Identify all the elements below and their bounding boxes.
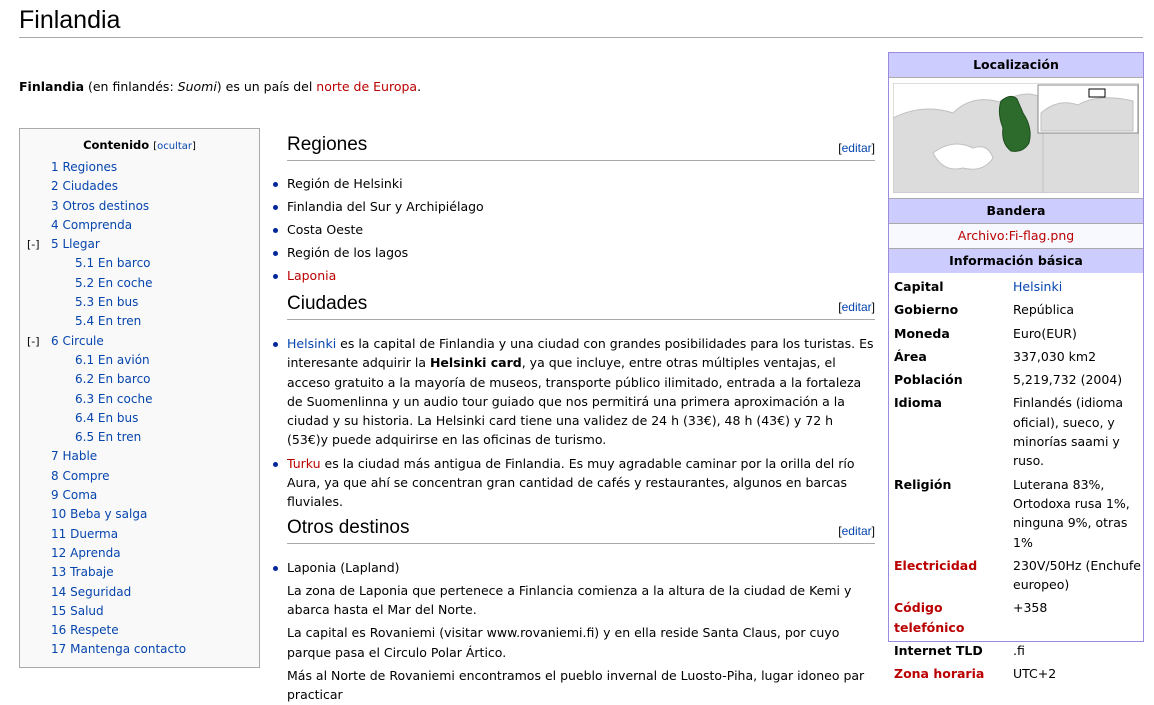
toc-link[interactable]	[51, 525, 118, 544]
edit-link[interactable]: editar	[841, 523, 872, 538]
info-value: Finlandés (idioma oficial), sueco, y minorías saami y ruso.	[1013, 395, 1124, 469]
toc-item	[20, 447, 259, 466]
toc-number: 11	[51, 526, 67, 541]
otros-list	[287, 558, 875, 577]
helsinki-link[interactable]: Helsinki	[287, 335, 337, 351]
toc-link[interactable]	[51, 544, 121, 563]
toc-label: Beba y salga	[70, 507, 148, 522]
info-value: 337,030 km2	[1013, 348, 1097, 364]
info-value: Euro(EUR)	[1013, 325, 1077, 341]
location-map	[889, 78, 1143, 199]
toc-item	[20, 621, 259, 640]
info-row	[889, 393, 1143, 470]
toc-number: 6.2	[75, 372, 95, 387]
toc-link[interactable]	[75, 293, 138, 312]
toc-toggle-link[interactable]: ocultar	[157, 141, 192, 152]
turku-link[interactable]: Turku	[287, 455, 321, 471]
list-item	[287, 243, 875, 262]
list-item	[287, 334, 875, 450]
toc-label: Duerma	[70, 526, 119, 541]
toc-item	[20, 525, 259, 544]
toc-link[interactable]	[51, 583, 131, 602]
info-key: Capital	[894, 279, 944, 294]
info-value: .fi	[1013, 643, 1025, 659]
flag-header: Bandera	[889, 199, 1143, 224]
toc-number: 5	[51, 237, 59, 252]
toc-label: En tren	[97, 314, 142, 329]
info-key: Código telefónico	[894, 600, 965, 635]
laponia-paragraph-2: La capital es Rovaniemi (visitar www.rovaniemi.fi) y en ella reside Santa Claus, por cuyo parque pasa el Circulo Polar Ártico.	[287, 625, 840, 660]
toc-link[interactable]	[51, 563, 114, 582]
toc-label: Hable	[62, 449, 98, 464]
helsinki-card: Helsinki card	[429, 355, 522, 371]
basic-info-table	[889, 277, 1143, 684]
edit-section-otros: [editar]	[838, 523, 875, 538]
toc-number: 16	[51, 623, 67, 638]
info-row	[889, 300, 1143, 319]
toc-label: Otros destinos	[62, 198, 150, 213]
toc-item	[20, 351, 259, 370]
toc-item	[20, 563, 259, 582]
toc-link[interactable]	[51, 235, 100, 254]
flag-file-link[interactable]: Archivo:Fi-flag.png	[957, 228, 1075, 243]
section-heading-regiones	[287, 130, 875, 161]
toc-number: 7	[51, 449, 59, 464]
toc-label: Mantenga contacto	[70, 642, 187, 657]
toc-label: Circule	[62, 333, 104, 348]
toc-item	[20, 312, 259, 331]
section-heading-otros-destinos	[287, 513, 875, 544]
toc-link[interactable]	[75, 274, 152, 293]
info-key: Población	[894, 372, 963, 388]
toc-label: Coma	[62, 488, 98, 503]
toc-number: 10	[51, 507, 67, 522]
list-item	[287, 558, 875, 577]
flag-cell	[889, 224, 1143, 249]
region-link[interactable]: Laponia	[287, 267, 337, 283]
toc-number: 14	[51, 584, 67, 599]
info-value-link[interactable]: Helsinki	[1013, 279, 1063, 294]
toc-number: 12	[51, 545, 67, 560]
turku-text: es la ciudad más antigua de Finlandia. Es muy agradable caminar por la orilla del río Aura, ya que ahí se concentran gran cantidad de cafés y restaurantes, algunos en barcas fluviales.	[287, 455, 855, 510]
toc-number: 1	[51, 160, 59, 174]
toc-toggle	[153, 141, 196, 152]
toc-label: Compre	[62, 468, 110, 483]
toc-link[interactable]	[51, 177, 118, 196]
toc-item	[20, 544, 259, 563]
toc-item	[20, 640, 259, 659]
info-value: Luterana 83%, Ortodoxa rusa 1%, ninguna 9%, otras 1%	[1013, 476, 1130, 550]
toc-label: Comprenda	[62, 217, 133, 232]
toc-label: En bus	[97, 410, 139, 425]
info-key: Religión	[894, 476, 952, 492]
toc-number: 13	[51, 565, 67, 580]
toc-number: 17	[51, 642, 67, 657]
region-name: Costa Oeste	[287, 221, 364, 237]
intro-native-name: Suomi	[177, 79, 217, 94]
toc-number: 9	[51, 488, 59, 503]
info-value: 230V/50Hz (Enchufe europeo)	[1013, 557, 1141, 593]
helsinki-text-1: es la capital de Finlandia y una ciudad con grandes posibilidades para los turistas. Es interesante adquirir la	[287, 335, 874, 371]
info-value: +358	[1013, 600, 1048, 616]
toc-label: En coche	[97, 275, 153, 290]
toc-item	[20, 158, 259, 177]
info-key: Moneda	[894, 325, 950, 341]
heading-text: Regiones	[287, 134, 368, 155]
list-item	[287, 197, 875, 216]
main-content	[287, 130, 875, 705]
toc-number: 15	[51, 603, 67, 618]
toc-link[interactable]	[75, 390, 152, 409]
toc-number: 2	[51, 179, 59, 194]
info-row	[889, 324, 1143, 343]
list-item	[287, 266, 875, 285]
basic-info-header: Información básica	[889, 249, 1143, 273]
toc-link[interactable]	[51, 505, 147, 524]
location-header: Localización	[889, 53, 1143, 78]
toc-label: Seguridad	[70, 584, 132, 599]
toc-number: 5.2	[75, 275, 95, 290]
norte-europa-link[interactable]: norte de Europa	[316, 79, 418, 94]
toc-label: Respete	[70, 623, 119, 638]
toc-item	[20, 332, 259, 351]
info-key: Electricidad	[894, 557, 978, 573]
toc-link[interactable]	[51, 486, 97, 505]
info-key: Área	[894, 348, 927, 364]
list-item	[287, 454, 875, 512]
toc-link[interactable]	[75, 370, 151, 389]
toc-link[interactable]	[51, 621, 119, 640]
toc-label: Salud	[70, 603, 104, 618]
info-row	[889, 277, 1143, 296]
laponia-paragraph-1: La zona de Laponia que pertenece a Finlancia comienza a la altura de la ciudad de Kemi y abarca hasta el Mar del Norte.	[287, 582, 852, 618]
intro-paragraph	[19, 78, 879, 96]
edit-section-ciudades: [editar]	[838, 299, 875, 314]
toc-item	[20, 370, 259, 389]
info-row	[889, 664, 1143, 683]
toc-number: 5.1	[75, 256, 95, 271]
toc-item	[20, 390, 259, 409]
toc-item	[20, 293, 259, 312]
toc-link[interactable]	[51, 216, 132, 235]
toc-label: En barco	[97, 372, 151, 387]
toc-item	[20, 274, 259, 293]
toc-item	[20, 197, 259, 216]
laponia-item: Laponia (Lapland)	[287, 559, 400, 575]
toc-number: 6.4	[75, 410, 95, 425]
toc-item	[20, 177, 259, 196]
toc-title: Contenido	[83, 138, 150, 152]
toc-link[interactable]	[51, 332, 104, 351]
toc-label: En tren	[97, 430, 142, 445]
info-row	[889, 556, 1143, 595]
toc-list	[20, 158, 259, 660]
table-of-contents	[19, 128, 260, 668]
info-value	[1013, 277, 1143, 296]
ciudades-list	[287, 334, 875, 512]
toc-label: En barco	[97, 256, 151, 271]
toc-header	[20, 138, 259, 152]
toc-number: 5.4	[75, 314, 95, 329]
edit-link[interactable]: editar	[841, 141, 872, 155]
toc-number: 6	[51, 333, 59, 348]
heading-text: Otros destinos	[287, 516, 410, 538]
info-value: 5,219,732 (2004)	[1013, 372, 1123, 388]
toc-label: En avión	[97, 352, 150, 367]
toc-link[interactable]	[51, 197, 149, 216]
info-row	[889, 347, 1143, 366]
info-row	[889, 475, 1143, 552]
intro-text-end: .	[417, 79, 422, 94]
info-key: Idioma	[894, 395, 942, 411]
region-name: Finlandia del Sur y Archipiélago	[287, 198, 484, 214]
finland-map-image	[893, 83, 1139, 193]
page-title: Finlandia	[19, 4, 1143, 38]
toc-item	[20, 409, 259, 428]
toc-item	[20, 467, 259, 486]
toc-collapse-toggle[interactable]: [-]	[27, 334, 40, 348]
region-name: Región de los lagos	[287, 244, 409, 260]
toc-collapse-toggle[interactable]: [-]	[27, 238, 40, 252]
toc-label: Regiones	[62, 160, 118, 174]
laponia-paragraph-3: Más al Norte de Rovaniemi encontramos el pueblo invernal de Luosto-Piha, lugar idoneo par practicar	[287, 668, 865, 703]
toc-number: 3	[51, 198, 59, 213]
toc-item	[20, 486, 259, 505]
toc-item	[20, 254, 259, 273]
toc-link[interactable]	[75, 351, 150, 370]
toc-link[interactable]	[75, 312, 141, 331]
toc-item	[20, 428, 259, 447]
toc-item	[20, 505, 259, 524]
toc-label: Llegar	[62, 237, 100, 252]
section-heading-ciudades	[287, 289, 875, 320]
toc-label: Trabaje	[70, 565, 114, 580]
toc-number: 4	[51, 217, 59, 232]
info-value: República	[1013, 302, 1075, 318]
helsinki-text-2: , ya que incluye, entre otras múltiples ventajas, el acceso gratuito a la mayoría de museos, transporte público ilimitado, entrada a la fortaleza de Suomenlinna y un audio tour guiado que nos permitirá una primera aproximación a la ciudad y su historia. La Helsinki card tiene una validez de 24 h (33€), 48 h (43€) y 72 h (53€)y puede adquirirse en las oficinas de turismo.	[287, 355, 862, 448]
toc-number: 5.3	[75, 295, 95, 310]
toc-label: Ciudades	[62, 179, 119, 194]
toc-number: 6.1	[75, 352, 95, 367]
info-row	[889, 641, 1143, 660]
toc-label: En coche	[97, 391, 153, 406]
info-key: Zona horaria	[894, 666, 985, 682]
toc-toggle-open: [	[153, 141, 158, 152]
toc-number: 8	[51, 468, 59, 483]
toc-item	[20, 235, 259, 254]
toc-link[interactable]	[75, 428, 141, 447]
toc-link[interactable]	[51, 158, 117, 177]
regiones-list	[287, 174, 875, 285]
region-name: Región de Helsinki	[287, 176, 403, 191]
toc-item	[20, 602, 259, 621]
toc-link[interactable]	[51, 467, 110, 486]
toc-label: En bus	[97, 295, 139, 310]
toc-item	[20, 583, 259, 602]
info-key: Internet TLD	[894, 643, 983, 659]
info-row	[889, 598, 1143, 637]
info-row	[889, 370, 1143, 389]
toc-item	[20, 216, 259, 235]
country-infobox	[888, 52, 1144, 682]
toc-label: Aprenda	[70, 545, 121, 560]
info-key: Gobierno	[894, 302, 959, 318]
toc-link[interactable]	[51, 447, 97, 466]
intro-text-1: (en finlandés:	[84, 79, 178, 94]
list-item	[287, 174, 875, 193]
edit-section-regiones: [editar]	[838, 141, 875, 155]
toc-link[interactable]	[51, 640, 186, 659]
toc-number: 6.3	[75, 391, 95, 406]
heading-text: Ciudades	[287, 292, 368, 314]
toc-link[interactable]	[75, 254, 151, 273]
info-value: UTC+2	[1013, 666, 1057, 682]
toc-link[interactable]	[75, 409, 138, 428]
list-item	[287, 220, 875, 239]
toc-link[interactable]	[51, 602, 104, 621]
edit-link[interactable]: editar	[841, 299, 872, 314]
intro-bold: Finlandia	[19, 79, 85, 94]
intro-text-2: ) es un país del	[216, 79, 317, 94]
toc-toggle-close: ]	[192, 141, 196, 152]
toc-number: 6.5	[75, 430, 95, 445]
